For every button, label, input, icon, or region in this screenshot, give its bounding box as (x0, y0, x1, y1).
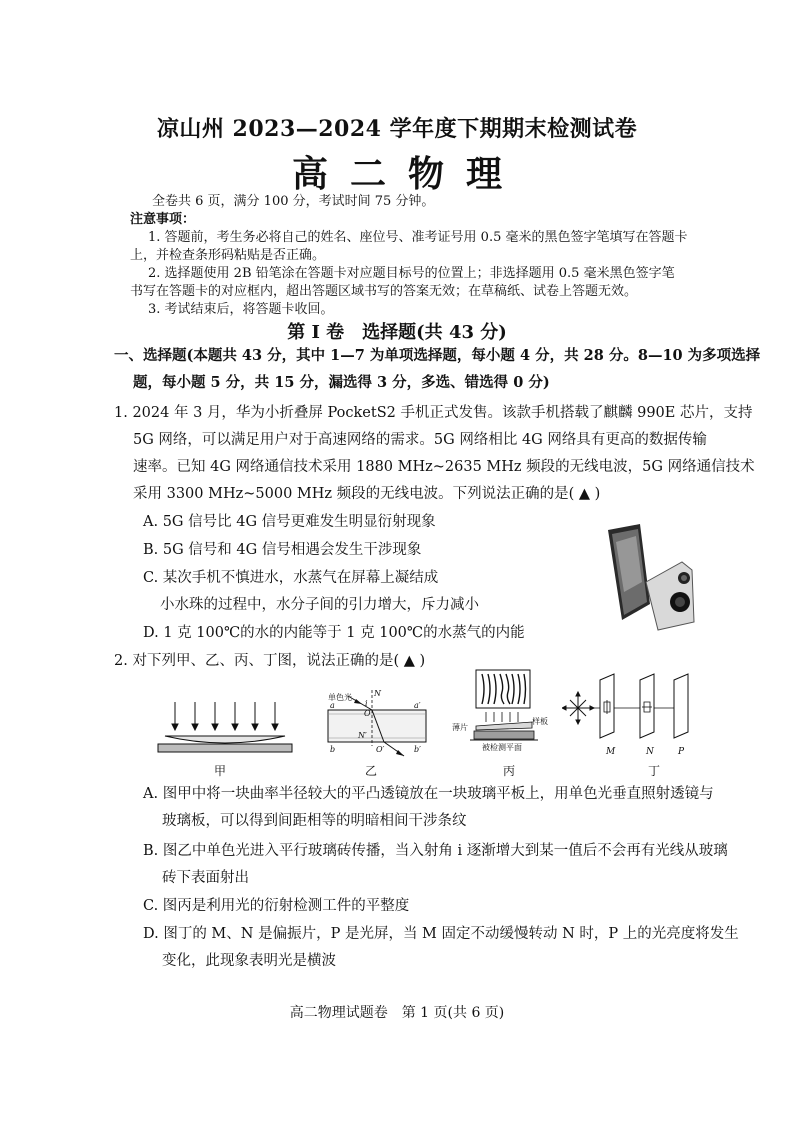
figure-bing-label: 丙 (503, 764, 516, 778)
q2-option-d-line-2: 变化，此现象表明光是横波 (162, 953, 336, 969)
q2-option-b-line-2: 砖下表面射出 (162, 870, 249, 886)
figure-ding-P-label: P (678, 747, 685, 757)
phone-open-half (608, 524, 650, 620)
q1-stem-line-1: 1. 2024 年 3 月，华为小折叠屏 PocketS2 手机正式发售。该款手机搭载了麒麟 990E 芯片，支持 (114, 405, 753, 421)
q2-option-c: C. 图丙是利用光的衍射检测工件的平整度 (143, 898, 410, 914)
figure-yi-O2-label: O′ (376, 745, 385, 754)
q1-stem-line-2: 5G 网络，可以满足用户对于高速网络的需求。5G 网络相比 4G 网络具有更高的数据传输 (133, 432, 707, 448)
phone-closed-half (646, 562, 694, 630)
subject-title: 高二物理 (291, 153, 524, 195)
figure-yi-b-label: b (330, 745, 336, 754)
q2-option-d-line-1: D. 图丁的 M、N 是偏振片，P 是光屏，当 M 固定不动缓慢转动 N 时，P 上的光亮度将发生 (143, 926, 739, 942)
figure-yi-i-label: i (365, 699, 368, 708)
q1-stem-line-3: 速率。已知 4G 网络通信技术采用 1880 MHz~2635 MHz 频段的无线电波，5G 网络通信技术 (133, 459, 755, 475)
q1-option-c-line-1: C. 某次手机不慎进水，水蒸气在屏幕上凝结成 (143, 570, 439, 586)
folding-phone-image (596, 522, 702, 632)
light-source-icon (562, 692, 594, 724)
figure-ding-N-label: N (646, 747, 654, 757)
section-instruction-line-1: 一、选择题(本题共 43 分，其中 1—7 为单项选择题，每小题 4 分，共 28 分。8—10 为多项选择 (114, 347, 761, 364)
figure-yi-label: 乙 (365, 764, 378, 778)
figure-bing-flatness-test (452, 668, 552, 760)
figure-yi-a-label: a (330, 701, 335, 710)
q1-option-a: A. 5G 信号比 4G 信号更难发生明显衍射现象 (143, 514, 436, 530)
notes-heading: 注意事项： (130, 212, 196, 227)
note-2-line-1: 2. 选择题使用 2B 铅笔涂在答题卡对应题目标号的位置上；非选择题用 0.5 毫米黑色签字笔 (148, 266, 675, 281)
figure-bing-thin-sheet-label: 薄片 (452, 723, 468, 732)
note-2-line-2: 书写在答题卡的对应框内，超出答题区域书写的答案无效；在草稿纸、试卷上答题无效。 (130, 284, 638, 299)
figure-yi-a2-label: a′ (414, 701, 421, 710)
section-instruction-line-2: 题，每小题 5 分，共 15 分，漏选得 3 分，多选、错选得 0 分) (133, 374, 550, 391)
figure-yi-glass-brick (318, 688, 430, 760)
note-1-line-2: 上，并检查条形码粘贴是否正确。 (130, 248, 326, 263)
figure-bing-surface-label: 被检测平面 (482, 743, 522, 752)
figure-ding-M-label: M (606, 747, 616, 757)
figure-yi-light-label: 单色光 (328, 693, 352, 702)
q2-option-a-line-1: A. 图甲中将一块曲率半径较大的平凸透镜放在一块玻璃平板上，用单色光垂直照射透镜与 (143, 786, 714, 802)
figure-bing-template-label: 样板 (532, 717, 548, 726)
note-1-line-1: 1. 答题前，考生务必将自己的姓名、座位号、准考证号用 0.5 毫米的黑色签字笔填写在答题卡 (148, 230, 688, 245)
figure-ding-label: 丁 (648, 764, 661, 778)
note-3: 3. 考试结束后，将答题卡收回。 (148, 302, 334, 317)
figure-yi-O-label: O (364, 709, 371, 718)
q1-option-d: D. 1 克 100℃的水的内能等于 1 克 100℃的水蒸气的内能 (143, 625, 525, 641)
q2-stem: 2. 对下列甲、乙、丙、丁图，说法正确的是( ▲ ) (114, 653, 426, 669)
figure-jia-label: 甲 (214, 764, 227, 778)
section-title: 第 Ⅰ 卷 选择题(共 43 分) (287, 322, 507, 343)
q1-stem-line-4: 采用 3300 MHz~5000 MHz 频段的无线电波。下列说法正确的是( ▲ ) (133, 486, 601, 502)
figure-yi-b2-label: b′ (414, 745, 421, 754)
page-footer: 高二物理试题卷 第 1 页(共 6 页) (289, 1005, 505, 1021)
figure-yi-N2-label: N′ (358, 731, 367, 740)
exam-title: 凉山州 2023—2024 学年度下期期末检测试卷 (156, 116, 638, 142)
figure-ding-polarizers (562, 672, 700, 760)
figure-jia-newton-rings (150, 700, 300, 760)
q1-option-c-line-2: 小水珠的过程中，水分子间的引力增大，斥力减小 (160, 597, 479, 613)
q2-option-b-line-1: B. 图乙中单色光进入平行玻璃砖传播，当入射角 i 逐渐增大到某一值后不会再有光线从玻璃 (143, 843, 728, 859)
q2-option-a-line-2: 玻璃板，可以得到间距相等的明暗相间干涉条纹 (162, 813, 467, 829)
figure-yi-N-label: N (374, 689, 381, 698)
exam-summary: 全卷共 6 页，满分 100 分，考试时间 75 分钟。 (152, 194, 435, 209)
q1-option-b: B. 5G 信号和 4G 信号相遇会发生干涉现象 (143, 542, 422, 558)
